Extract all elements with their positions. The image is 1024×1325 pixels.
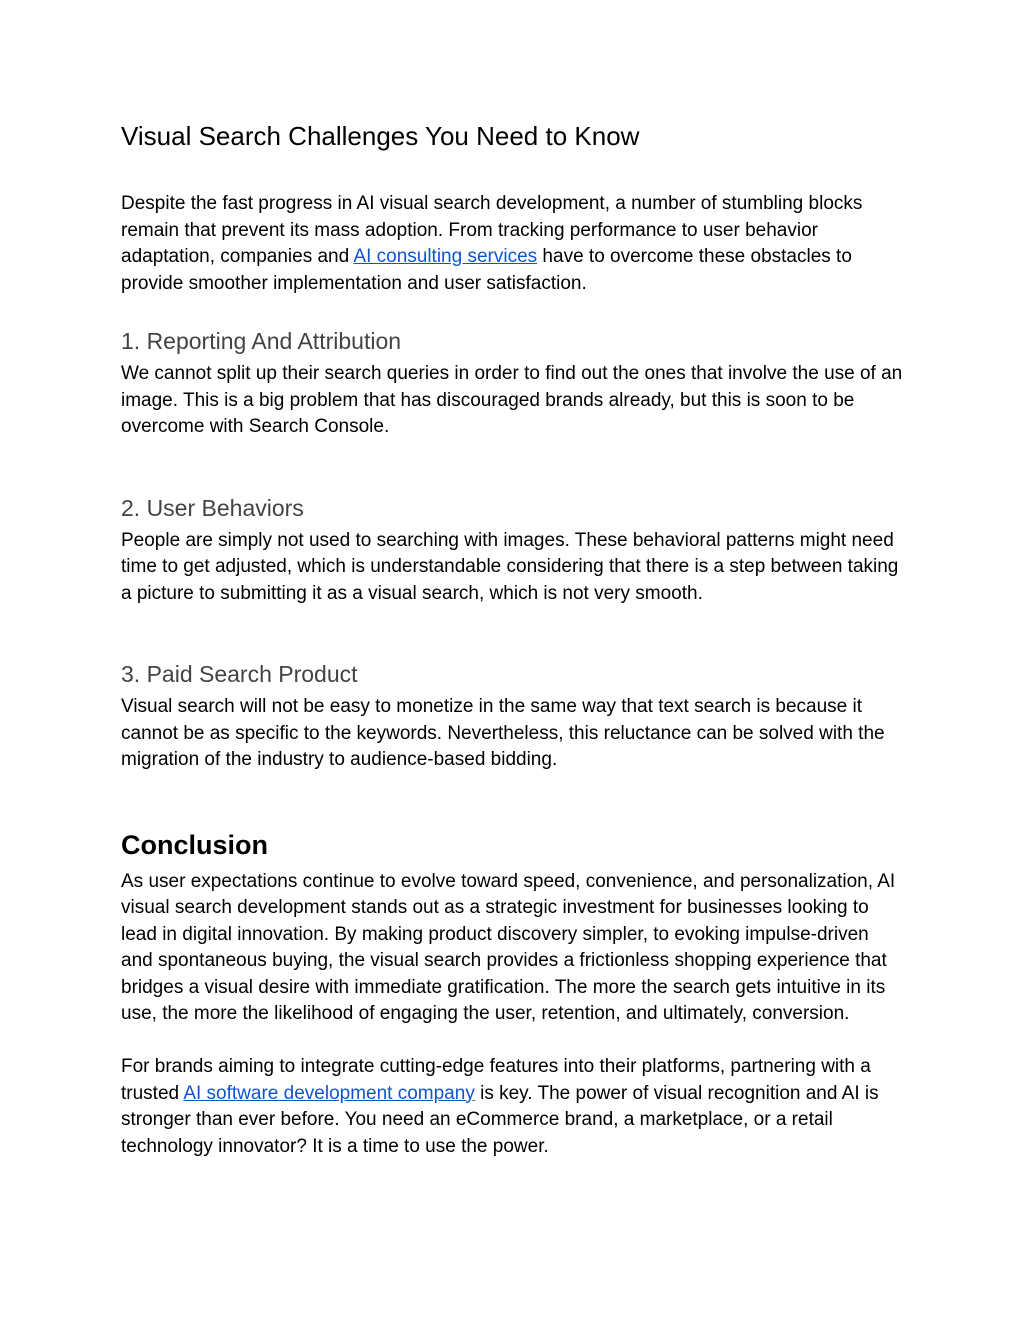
intro-paragraph (121, 191, 904, 297)
section-body-user-behaviors: People are simply not used to searching with images. These behavioral patterns might need time to get adjusted, which is understandable considering that there is a step between taking a picture to submitting it as a visual search, which is not very smooth. (121, 529, 899, 604)
conclusion-heading: Conclusion (121, 829, 268, 860)
document-title: Visual Search Challenges You Need to Know (121, 121, 640, 151)
section-heading-reporting: 1. Reporting And Attribution (121, 328, 402, 354)
ai-software-development-company-link[interactable]: AI software development company (183, 1082, 475, 1104)
section-heading-paid-search: 3. Paid Search Product (121, 661, 358, 687)
conclusion-text-after-link: is key. The power of visual recognition and AI is stronger than ever before. You need an eCommerce brand, a marketplace, or a retail technology innovator? It is a time to use the power. (121, 1082, 879, 1157)
section-body-paid-search: Visual search will not be easy to monetize in the same way that text search is because it cannot be as specific to the keywords. Nevertheless, this reluctance can be solved with the migration of the industry to audience-based bidding. (121, 696, 885, 770)
section-body-reporting: We cannot split up their search queries in order to find out the ones that involve the use of an image. This is a big problem that has discouraged brands already, but this is soon to be overcome with Search Console. (121, 363, 903, 437)
intro-text-before-link: Despite the fast progress in AI visual search development, a number of stumbling blocks remain that prevent its mass adoption. From tracking performance to user behavior adaptation, companies and (121, 193, 863, 267)
ai-consulting-services-link[interactable]: AI consulting services (353, 246, 538, 267)
conclusion-paragraph-1: As user expectations continue to evolve toward speed, convenience, and personalization, AI visual search development stands out as a strategic investment for businesses looking to lead in digital innovation. By making product discovery simpler, to evoking impulse-driven and spontaneous buying, the visual search provides a frictionless shopping experience that bridges a visual desire with immediate gratification. The more the search gets intuitive in its use, the more the likelihood of engaging the user, retention, and ultimately, conversion. (121, 870, 896, 1024)
section-heading-user-behaviors: 2. User Behaviors (121, 494, 304, 521)
conclusion-paragraph-2 (121, 1054, 904, 1160)
conclusion-text-before-link: For brands aiming to integrate cutting-edge features into their platforms, partnering with a trusted (121, 1056, 871, 1104)
intro-text-after-link: have to overcome these obstacles to provide smoother implementation and user satisfaction. (121, 246, 852, 294)
